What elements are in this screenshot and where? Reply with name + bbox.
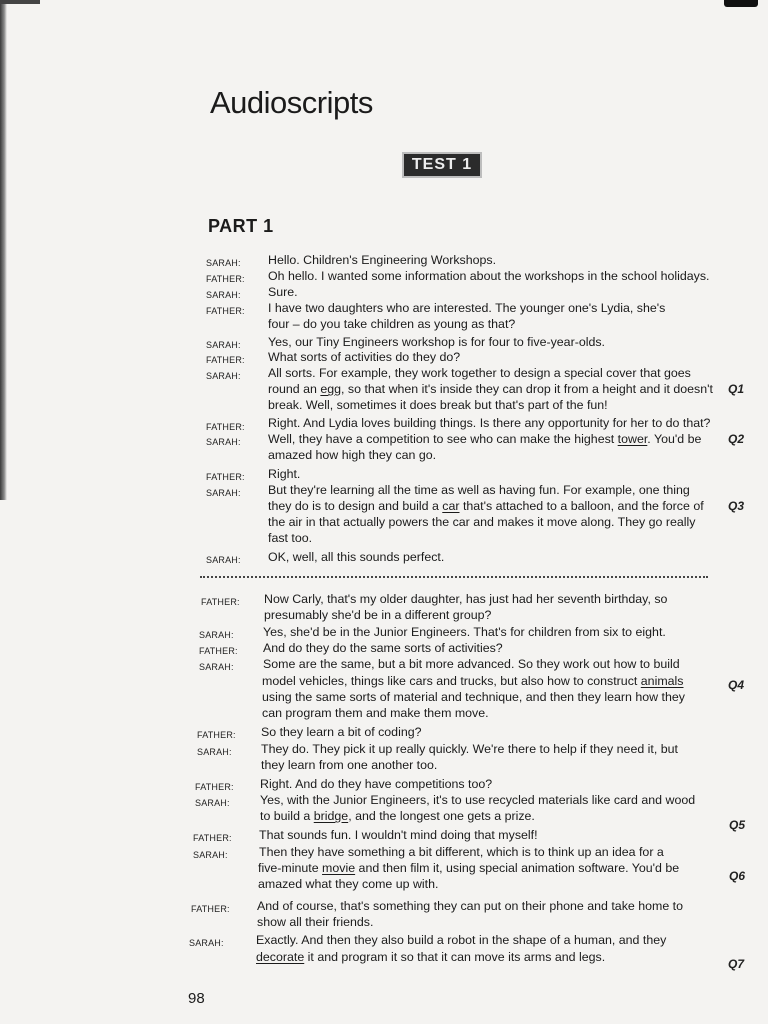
speaker-label: FATHER: xyxy=(199,646,238,656)
script-line: the air in that actually powers the car and makes it move along. They go really xyxy=(268,515,696,529)
script-line: break. Well, sometimes it does break but that's part of the fun! xyxy=(268,398,608,412)
script-line: Some are the same, but a bit more advanced. So they work out how to build xyxy=(263,657,680,671)
script-line: Hello. Children's Engineering Workshops. xyxy=(268,253,497,267)
speaker-label: FATHER: xyxy=(206,355,245,365)
script-line: What sorts of activities do they do? xyxy=(268,350,461,364)
script-line: Now Carly, that's my older daughter, has just had her seventh birthday, so xyxy=(264,592,668,606)
script-line: they do is to design and build a car that's attached to a balloon, and the force of xyxy=(268,499,704,513)
answer-keyword: animals xyxy=(640,674,684,688)
script-line: they learn from one another too. xyxy=(261,758,438,772)
script-line: I have two daughters who are interested. The younger one's Lydia, she's xyxy=(268,301,666,315)
script-line: Oh hello. I wanted some information about the workshops in the school holidays. xyxy=(268,269,710,283)
script-line: OK, well, all this sounds perfect. xyxy=(268,550,445,564)
speaker-label: SARAH: xyxy=(206,371,241,381)
speaker-label: FATHER: xyxy=(195,782,234,792)
script-line: model vehicles, things like cars and trucks, but also how to construct animals xyxy=(262,674,684,688)
script-line: That sounds fun. I wouldn't mind doing that myself! xyxy=(259,828,538,842)
script-line: But they're learning all the time as well as having fun. For example, one thing xyxy=(268,483,690,497)
page-number: 98 xyxy=(188,990,205,1007)
script-line: Right. xyxy=(268,467,301,481)
script-line: Right. And do they have competitions too? xyxy=(260,777,493,791)
speaker-label: FATHER: xyxy=(197,730,236,740)
script-line: Exactly. And then they also build a robot in the shape of a human, and they xyxy=(256,933,667,947)
script-line: Yes, with the Junior Engineers, it's to use recycled materials like card and wood xyxy=(260,793,696,807)
script-line: to build a bridge, and the longest one gets a prize. xyxy=(260,809,535,823)
script-line: Yes, our Tiny Engineers workshop is for four to five-year-olds. xyxy=(268,335,605,349)
script-line: Then they have something a bit different, which is to think up an idea for a xyxy=(259,845,664,859)
script-line: using the same sorts of material and technique, and then they learn how they xyxy=(262,690,685,704)
page-title: Audioscripts xyxy=(210,85,373,120)
script-line: All sorts. For example, they work together to design a special cover that goes xyxy=(268,366,691,380)
script-line: five-minute movie and then film it, using special animation software. You'd be xyxy=(258,861,680,875)
script-line: amazed what they come up with. xyxy=(258,877,439,891)
speaker-label: SARAH: xyxy=(199,662,234,672)
speaker-label: FATHER: xyxy=(191,904,230,914)
speaker-label: SARAH: xyxy=(206,437,241,447)
script-line: And of course, that's something they can put on their phone and take home to xyxy=(257,899,683,913)
speaker-label: FATHER: xyxy=(206,274,245,284)
answer-keyword: decorate xyxy=(256,950,305,964)
answer-keyword: bridge xyxy=(313,809,349,823)
question-marker: Q3 xyxy=(728,499,745,513)
speaker-label: SARAH: xyxy=(195,798,230,808)
question-marker: Q2 xyxy=(728,432,745,446)
test-badge: TEST 1 xyxy=(402,152,482,178)
script-line: decorate it and program it so that it can move its arms and legs. xyxy=(256,950,606,964)
question-marker: Q4 xyxy=(728,678,745,692)
question-marker: Q6 xyxy=(729,869,746,883)
section-divider xyxy=(200,576,708,578)
speaker-label: SARAH: xyxy=(206,258,241,268)
script-line: show all their friends. xyxy=(257,915,374,929)
script-line: Sure. xyxy=(268,285,298,299)
answer-keyword: egg xyxy=(320,382,342,396)
part-heading: PART 1 xyxy=(208,216,274,236)
speaker-label: SARAH: xyxy=(206,555,241,565)
script-line: fast too. xyxy=(268,531,313,545)
speaker-label: FATHER: xyxy=(206,422,245,432)
answer-keyword: tower xyxy=(617,432,648,446)
question-marker: Q5 xyxy=(729,818,746,832)
speaker-label: FATHER: xyxy=(206,472,245,482)
script-line: They do. They pick it up really quickly. We're there to help if they need it, but xyxy=(261,742,678,756)
script-line: can program them and make them move. xyxy=(262,706,489,720)
speaker-label: SARAH: xyxy=(197,747,232,757)
speaker-label: FATHER: xyxy=(193,833,232,843)
speaker-label: SARAH: xyxy=(206,290,241,300)
speaker-label: SARAH: xyxy=(206,488,241,498)
script-line: presumably she'd be in a different group? xyxy=(264,608,492,622)
script-line: round an egg, so that when it's inside they can drop it from a height and it doesn't xyxy=(268,382,713,396)
script-line: four – do you take children as young as that? xyxy=(268,317,516,331)
script-line: Yes, she'd be in the Junior Engineers. That's for children from six to eight. xyxy=(263,625,666,639)
script-line: And do they do the same sorts of activities? xyxy=(263,641,503,655)
question-marker: Q1 xyxy=(728,382,745,396)
speaker-label: SARAH: xyxy=(206,340,241,350)
answer-keyword: car xyxy=(442,499,460,513)
speaker-label: SARAH: xyxy=(199,630,234,640)
speaker-label: FATHER: xyxy=(201,597,240,607)
speaker-label: SARAH: xyxy=(193,850,228,860)
script-line: Right. And Lydia loves building things. Is there any opportunity for her to do that? xyxy=(268,416,711,430)
script-line: So they learn a bit of coding? xyxy=(261,725,422,739)
question-marker: Q7 xyxy=(728,957,745,971)
speaker-label: SARAH: xyxy=(189,938,224,948)
speaker-label: FATHER: xyxy=(206,306,245,316)
answer-keyword: movie xyxy=(322,861,356,875)
script-line: Well, they have a competition to see who can make the highest tower. You'd be xyxy=(268,432,702,446)
script-line: amazed how high they can go. xyxy=(268,448,437,462)
